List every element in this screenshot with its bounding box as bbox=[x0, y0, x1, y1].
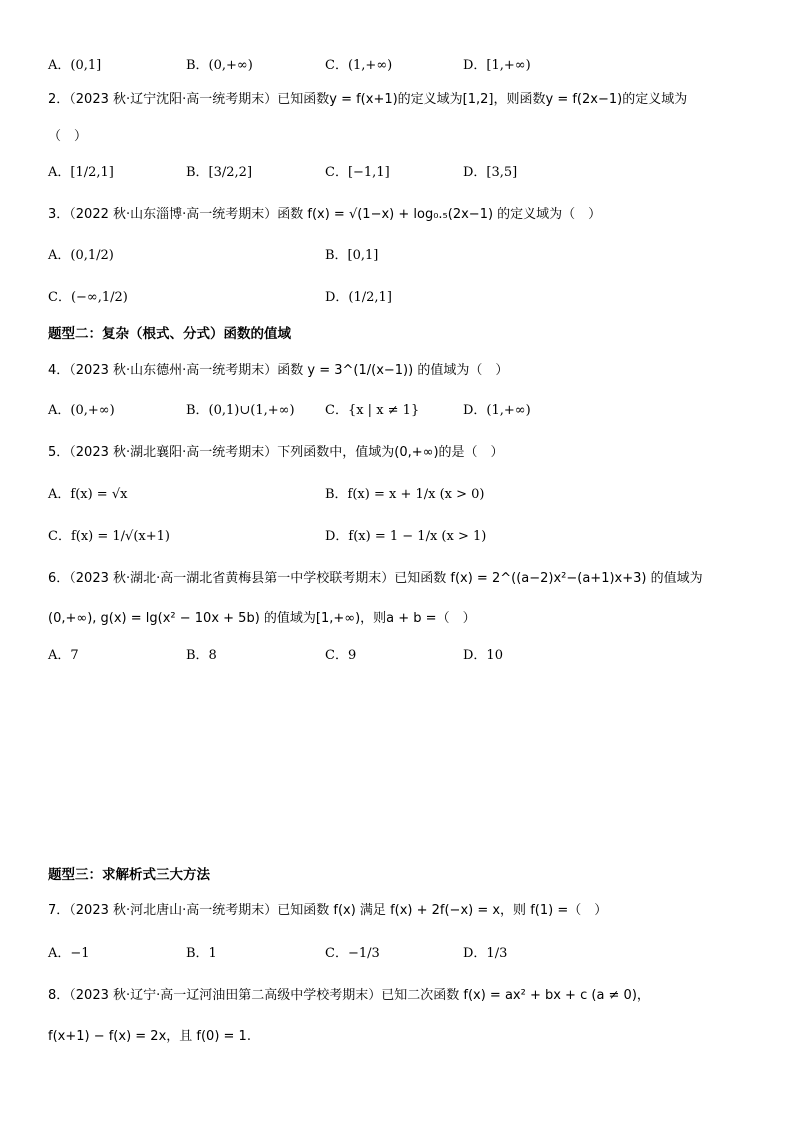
q5-text: 5．（2023 秋·湖北襄阳·高一统考期末）下列函数中，值域为(0,+∞)的是（ ） bbox=[48, 445, 504, 460]
q3-text: 3．（2022 秋·山东淄博·高一统考期末）函数 f(x) = √(1−x) + log₀.₅(2x−1) 的定义域为（ ） bbox=[48, 207, 602, 222]
q4-option-b: B．(0,1)∪(1,+∞) bbox=[186, 403, 295, 418]
q5-option-c: C．f(x) = 1/√(x+1) bbox=[48, 529, 170, 544]
q1-option-d: D．[1,+∞) bbox=[463, 58, 531, 73]
q5-option-a: A．f(x) = √x bbox=[48, 487, 128, 502]
q7-text: 7．（2023 秋·河北唐山·高一统考期末）已知函数 f(x) 满足 f(x) + 2f(−x) = x，则 f(1) =（ ） bbox=[48, 903, 608, 918]
q6-text-cont: (0,+∞), g(x) = lg(x² − 10x + 5b) 的值域为[1,+∞)，则a + b =（ ） bbox=[48, 611, 476, 626]
q6-option-c: C．9 bbox=[325, 648, 357, 663]
section-heading-2: 题型二：复杂（根式、分式）函数的值域 bbox=[48, 326, 291, 342]
q3-option-d: D．(1/2,1] bbox=[325, 290, 392, 305]
q4-text: 4．（2023 秋·山东德州·高一统考期末）函数 y = 3^(1/(x−1)) 的值域为（ ） bbox=[48, 363, 509, 378]
q3-option-a: A．(0,1/2) bbox=[48, 248, 114, 263]
q3-option-c: C．(−∞,1/2) bbox=[48, 290, 128, 305]
q7-option-a: A．−1 bbox=[48, 946, 90, 961]
section-heading-3: 题型三：求解析式三大方法 bbox=[48, 867, 210, 883]
q1-option-b: B．(0,+∞) bbox=[186, 58, 253, 73]
q1-option-c: C．(1,+∞) bbox=[325, 58, 393, 73]
q1-option-a: A．(0,1] bbox=[48, 58, 102, 73]
q4-option-c: C．{x | x ≠ 1} bbox=[325, 403, 420, 418]
q5-option-d: D．f(x) = 1 − 1/x (x > 1) bbox=[325, 529, 487, 544]
q2-option-b: B．[3/2,2] bbox=[186, 165, 253, 180]
q8-text-cont: f(x+1) − f(x) = 2x，且 f(0) = 1. bbox=[48, 1029, 251, 1044]
q6-option-d: D．10 bbox=[463, 648, 503, 663]
q7-option-c: C．−1/3 bbox=[325, 946, 380, 961]
q3-option-b: B．[0,1] bbox=[325, 248, 379, 263]
q2-text: 2．（2023 秋·辽宁沈阳·高一统考期末）已知函数y = f(x+1)的定义域为[1,2]，则函数y = f(2x−1)的定义域为 bbox=[48, 92, 688, 107]
q5-option-b: B．f(x) = x + 1/x (x > 0) bbox=[325, 487, 485, 502]
q6-option-b: B．8 bbox=[186, 648, 217, 663]
q4-option-d: D．(1,+∞) bbox=[463, 403, 531, 418]
q7-option-d: D．1/3 bbox=[463, 946, 508, 961]
q4-option-a: A．(0,+∞) bbox=[48, 403, 115, 418]
q2-text-cont: （ ） bbox=[48, 129, 88, 144]
q6-option-a: A．7 bbox=[48, 648, 79, 663]
q8-text: 8．（2023 秋·辽宁·高一辽河油田第二高级中学校考期末）已知二次函数 f(x) = ax² + bx + c (a ≠ 0)， bbox=[48, 988, 650, 1003]
q2-option-d: D．[3,5] bbox=[463, 165, 518, 180]
q2-option-a: A．[1/2,1] bbox=[48, 165, 114, 180]
q2-option-c: C．[−1,1] bbox=[325, 165, 390, 180]
q7-option-b: B．1 bbox=[186, 946, 217, 961]
q6-text: 6．（2023 秋·湖北·高一湖北省黄梅县第一中学校联考期末）已知函数 f(x) = 2^((a−2)x²−(a+1)x+3) 的值域为 bbox=[48, 571, 703, 586]
